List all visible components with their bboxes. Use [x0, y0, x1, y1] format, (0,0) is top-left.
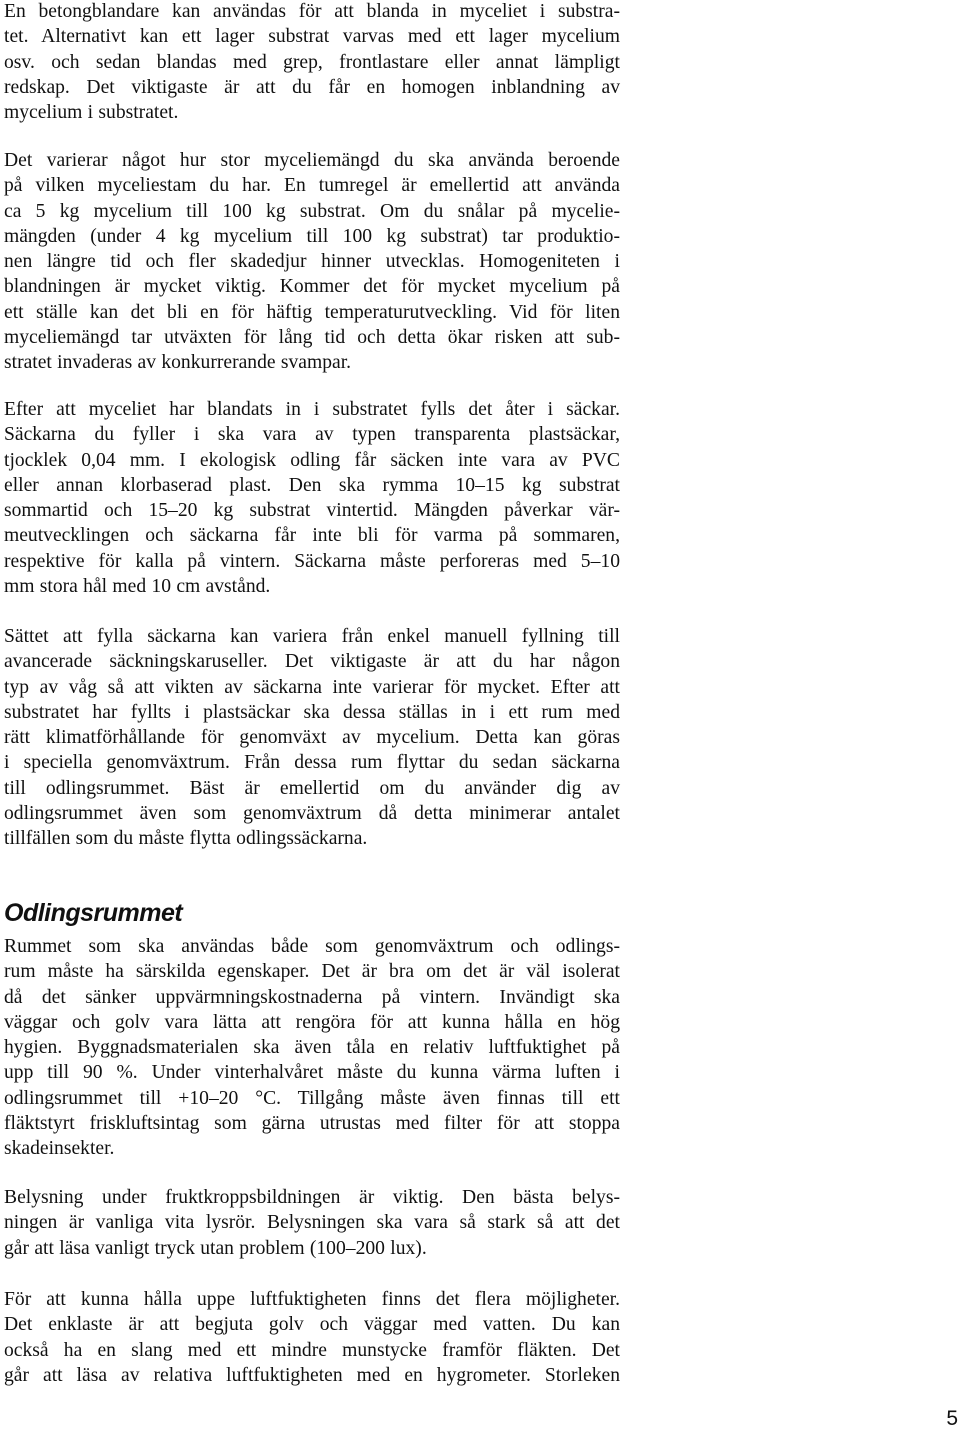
text-line: mm stora hål med 10 cm avstånd.	[4, 576, 271, 598]
text-line: Belysning under fruktkroppsbildningen är viktig. Den bästa belys-	[4, 1187, 620, 1208]
text-line: väggar och golv vara lätta att rengöra för att kunna hålla en hög	[4, 1011, 620, 1033]
text-line: meutvecklingen och säckarna får inte bli för varma på sommaren,	[4, 525, 620, 547]
text-line: Säckarna du fyller i ska vara av typen transparenta plastsäckar,	[4, 424, 620, 446]
text-line: ett ställe kan det bli en för häftig temperaturutveckling. Vid för liten	[4, 301, 620, 323]
text-line: rum måste ha särskilda egenskaper. Det är bra om det är väl isolerat	[4, 961, 620, 983]
text-line: tjocklek 0,04 mm. I ekologisk odling får säcken inte vara av PVC	[4, 449, 620, 471]
text-line: ningen är vanliga vita lysrör. Belysningen ska vara så stark så att det	[4, 1212, 620, 1234]
text-line: eller annan klorbaserad plast. Den ska rymma 10–15 kg substrat	[4, 474, 620, 496]
text-line: ca 5 kg mycelium till 100 kg substrat. Om du snålar på mycelie-	[4, 200, 620, 222]
text-line: stratet invaderas av konkurrerande svampar.	[4, 352, 352, 374]
text-line: substratet har fyllts i plastsäckar ska dessa ställas in i ett rum med	[4, 701, 620, 723]
text-line: upp till 90 %. Under vinterhalvåret måste du kunna värma luften i	[4, 1062, 620, 1084]
section-heading: Odlingsrummet	[4, 899, 183, 927]
text-line: går att läsa av relativa luftfuktigheten med en hygrometer. Storleken	[4, 1364, 620, 1386]
text-line: rätt klimatförhållande för genomväxt av mycelium. Detta kan göras	[4, 727, 620, 749]
text-line: respektive för kalla på vintern. Säckarna måste perforeras med 5–10	[4, 550, 620, 572]
text-line: sommartid och 15–20 kg substrat vintertid. Mängden påverkar vär-	[4, 500, 620, 522]
text-line: mängden (under 4 kg mycelium till 100 kg substrat) tar produktio-	[4, 225, 620, 247]
text-line: Det varierar något hur stor myceliemängd du ska använda beroende	[4, 150, 620, 171]
text-line: i speciella genomväxtrum. Från dessa rum flyttar du sedan säckarna	[4, 752, 620, 774]
text-line: också ha en slang med ett mindre munstycke framför fläkten. Det	[4, 1339, 620, 1361]
text-line: hygien. Byggnadsmaterialen ska även tåla en relativ luftfuktighet på	[4, 1037, 620, 1059]
text-line: Sättet att fylla säckarna kan variera från enkel manuell fyllning till	[4, 626, 620, 647]
text-line: odlingsrummet även som genomväxtrum då detta minimerar antalet	[4, 803, 620, 825]
body-paragraph	[4, 624, 620, 852]
body-paragraph	[4, 934, 620, 1162]
text-line: myceliemängd tar utväxten för lång tid och detta ökar risken att sub-	[4, 327, 620, 349]
text-line: tet. Alternativt kan ett lager substrat varvas med ett lager mycelium	[4, 26, 620, 48]
text-line: En betongblandare kan användas för att blanda in myceliet i substra-	[4, 1, 620, 22]
text-line: Efter att myceliet har blandats in i substratet fylls det åter i säckar.	[4, 399, 620, 420]
text-line: Det enklaste är att begjuta golv och väggar med vatten. Du kan	[4, 1314, 620, 1336]
text-line: redskap. Det viktigaste är att du får en homogen inblandning av	[4, 76, 620, 98]
body-paragraph	[4, 1287, 620, 1388]
text-line: på vilken myceliestam du har. En tumregel är emellertid att använda	[4, 175, 620, 197]
page-number: 5	[946, 1407, 958, 1430]
text-line: tillfällen som du måste flytta odlingssäckarna.	[4, 828, 368, 850]
text-line: För att kunna hålla uppe luftfuktigheten finns det flera möjligheter.	[4, 1289, 620, 1310]
text-line: mycelium i substratet.	[4, 102, 179, 124]
text-line: avancerade säckningskaruseller. Det viktigaste är att du har någon	[4, 651, 620, 673]
text-line: fläktstyrt friskluftsintag som gärna utrustas med filter för att stoppa	[4, 1113, 620, 1135]
text-line: går att läsa vanligt tryck utan problem (100–200 lux).	[4, 1237, 427, 1259]
body-paragraph	[4, 1185, 620, 1261]
text-line: odlingsrummet till +10–20 °C. Tillgång måste även finnas till ett	[4, 1087, 620, 1109]
text-line: nen längre tid och fler skadedjur hinner utvecklas. Homogeniteten i	[4, 251, 620, 273]
body-paragraph	[4, 397, 620, 599]
text-line: då det sänker uppvärmningskostnaderna på vintern. Invändigt ska	[4, 986, 620, 1008]
text-line: osv. och sedan blandas med grep, frontlastare eller annat lämpligt	[4, 51, 620, 73]
body-paragraph	[4, 0, 620, 125]
text-line: till odlingsrummet. Bäst är emellertid om du använder dig av	[4, 777, 620, 799]
text-line: typ av våg så att vikten av säckarna inte varierar för mycket. Efter att	[4, 676, 620, 698]
text-line: blandningen är mycket viktig. Kommer det för mycket mycelium på	[4, 276, 620, 298]
body-paragraph	[4, 148, 620, 376]
text-line: skadeinsekter.	[4, 1138, 115, 1160]
text-line: Rummet som ska användas både som genomväxtrum och odlings-	[4, 936, 620, 957]
